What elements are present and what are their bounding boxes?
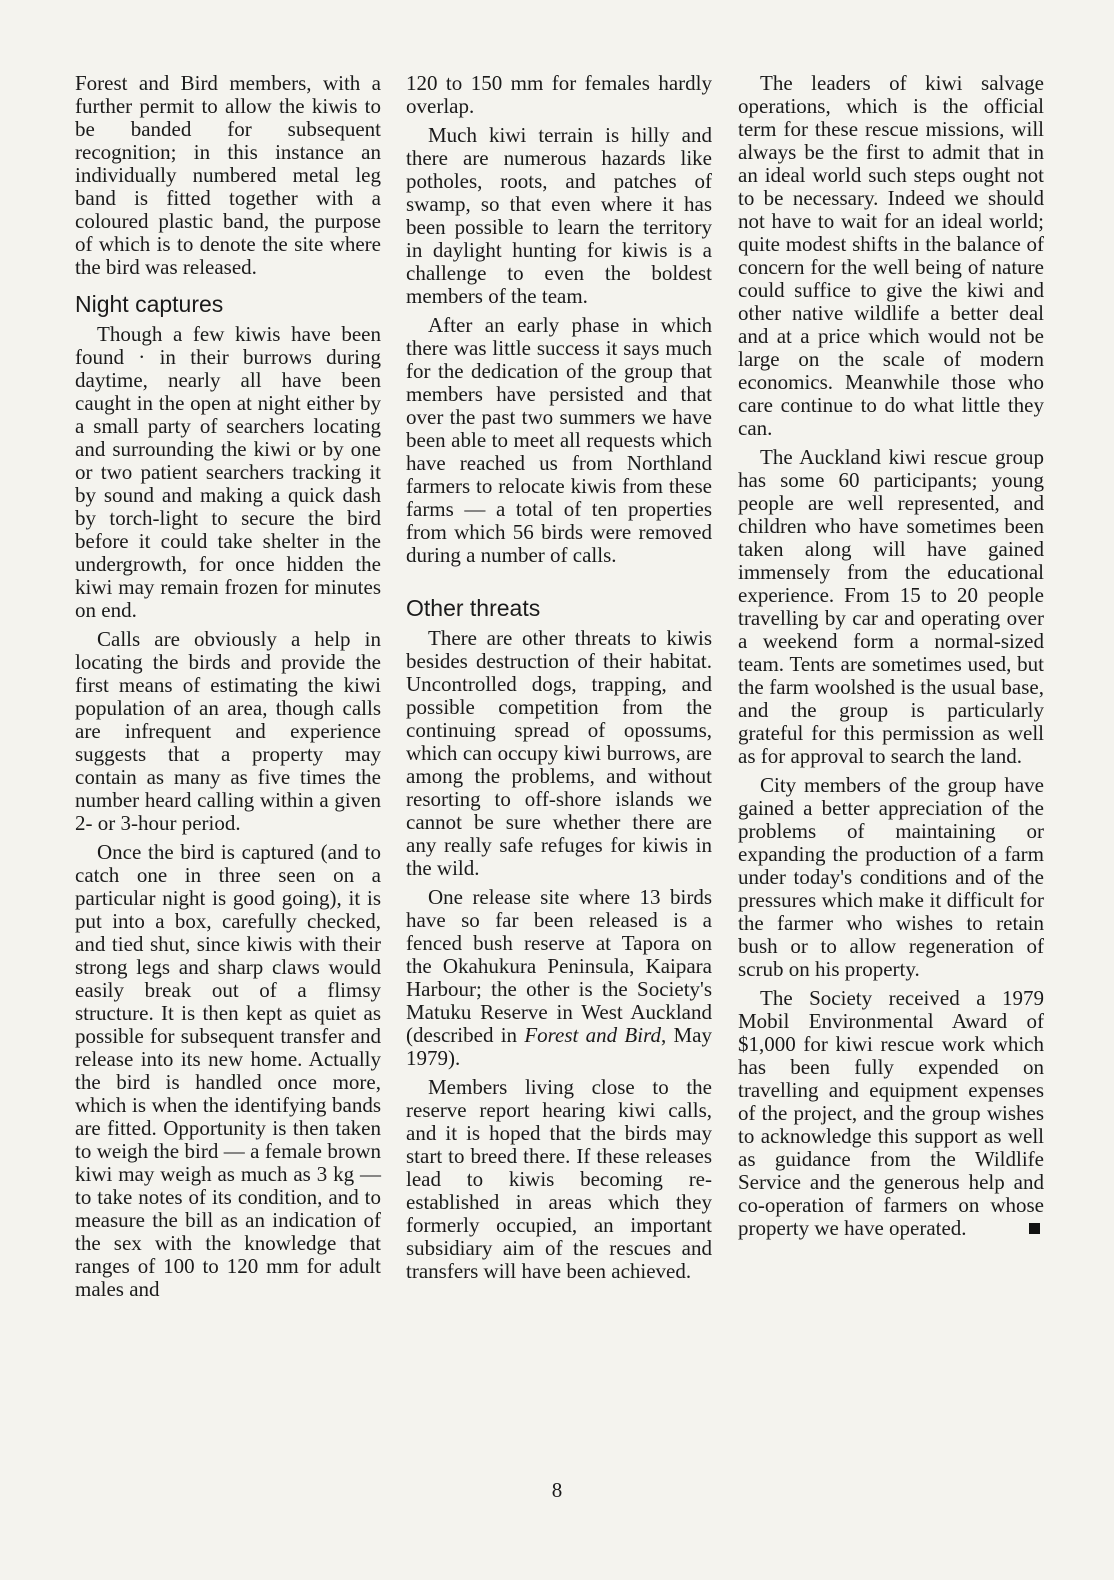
column-3	[738, 72, 1044, 1246]
text-run: , May 1979).	[406, 1023, 712, 1070]
page-number: 8	[551, 1478, 563, 1502]
text-run: The Society received a 1979 Mobil Environmental Award of $1,000 for kiwi rescue work which has been fully expended on travelling and equipment expenses of the project, and the group wishes to acknowledge this support as well as guidance from the Wildlife Service and the generous help and co-operation of farmers on whose property we have operated.	[738, 986, 1044, 1240]
heading-other-threats: Other threats	[406, 595, 541, 621]
paragraph: Forest and Bird members, with a further permit to allow the kiwis to be banded for subsequent recognition; in this instance an individually numbered metal leg band is fitted together with a coloured plastic band, the purpose of which is to denote the site where the bird was released.	[75, 71, 381, 279]
paragraph: The Auckland kiwi rescue group has some 60 participants; young people are well represented, and children who have sometimes been taken along will have gained immensely from the educational experience. From 15 to 20 people travelling by car and operating over a weekend form a normal-sized team. Tents are sometimes used, but the farm woolshed is the usual base, and the group is particularly grateful for this permission as well as for approval to search the land.	[738, 445, 1044, 768]
heading-night-captures: Night captures	[75, 291, 224, 317]
text-run: One release site where 13 birds have so far been released is a fenced bush reserve at Tapora on the Okahukura Peninsula, Kaipara Harbour; the other is the Society's Matuku Reserve in West Auckland (described in	[406, 885, 712, 1047]
paragraph: Though a few kiwis have been found · in their burrows during daytime, nearly all have been caught in the open at night either by a small party of searchers locating and surrounding the kiwi or by one or two patient searchers tracking it by sound and making a quick dash by torch-light to secure the bird before it could take shelter in the undergrowth, for once hidden the kiwi may remain frozen for minutes on end.	[75, 322, 381, 622]
column-1	[75, 72, 381, 1307]
paragraph: Once the bird is captured (and to catch one in three seen on a particular night is good going), it is put into a box, carefully checked, and tied shut, since kiwis with their strong legs and sharp claws would easily break out of a flimsy structure. It is then kept as quiet as possible for subsequent transfer and release into its new home. Actually the bird is handled once more, which is when the identifying bands are fitted. Opportunity is then taken to weigh the bird — a female brown kiwi may weigh as much as 3 kg — to take notes of its condition, and to measure the bill as an indication of the sex with the knowledge that ranges of 100 to 120 mm for adult males and	[75, 840, 381, 1301]
paragraph: Calls are obviously a help in locating the birds and provide the first means of estimating the kiwi population of an area, though calls are infrequent and experience suggests that a property may contain as many as five times the number heard calling within a given 2- or 3-hour period.	[75, 627, 381, 835]
paragraph: City members of the group have gained a better appreciation of the problems of maintaining or expanding the production of a farm under today's conditions and of the pressures which make it difficult for the farmer who wishes to retain bush or to allow regeneration of scrub on his property.	[738, 773, 1044, 981]
paragraph	[738, 987, 1044, 1240]
paragraph: Members living close to the reserve report hearing kiwi calls, and it is hoped that the birds may start to breed there. If these releases lead to kiwis becoming re-established in areas which they formerly occupied, an important subsidiary aim of the rescues and transfers will have been achieved.	[406, 1075, 712, 1283]
paragraph: The leaders of kiwi salvage operations, which is the official term for these rescue missions, will always be the first to admit that in an ideal world such steps ought not to be necessary. Indeed we should not have to wait for an ideal world; quite modest shifts in the balance of concern for the well being of nature could suffice to give the kiwi and other native wildlife a better deal and at a price which would not be large on the scale of modern economics. Meanwhile those who care continue to do what little they can.	[738, 71, 1044, 440]
column-2	[406, 72, 712, 1289]
paragraph: 120 to 150 mm for females hardly overlap.	[406, 71, 712, 118]
publication-title: Forest and Bird	[524, 1023, 661, 1047]
paragraph: After an early phase in which there was little success it says much for the dedication of the group that members have persisted and that over the past two summers we have been able to meet all requests which have reached us from Northland farmers to relocate kiwis from these farms — a total of ten properties from which 56 birds were removed during a number of calls.	[406, 313, 712, 567]
paragraph: There are other threats to kiwis besides destruction of their habitat. Uncontrolled dogs, trapping, and possible competition from the continuing spread of opossums, which can occupy kiwi burrows, are among the problems, and without resorting to off-shore islands we cannot be sure whether there are any really safe refuges for kiwis in the wild.	[406, 626, 712, 880]
end-of-article-mark	[1029, 1223, 1040, 1234]
paragraph	[406, 886, 712, 1070]
paragraph: Much kiwi terrain is hilly and there are numerous hazards like potholes, roots, and patches of swamp, so that even where it has been possible to learn the territory in daylight hunting for kiwis is a challenge to even the boldest members of the team.	[406, 123, 712, 308]
